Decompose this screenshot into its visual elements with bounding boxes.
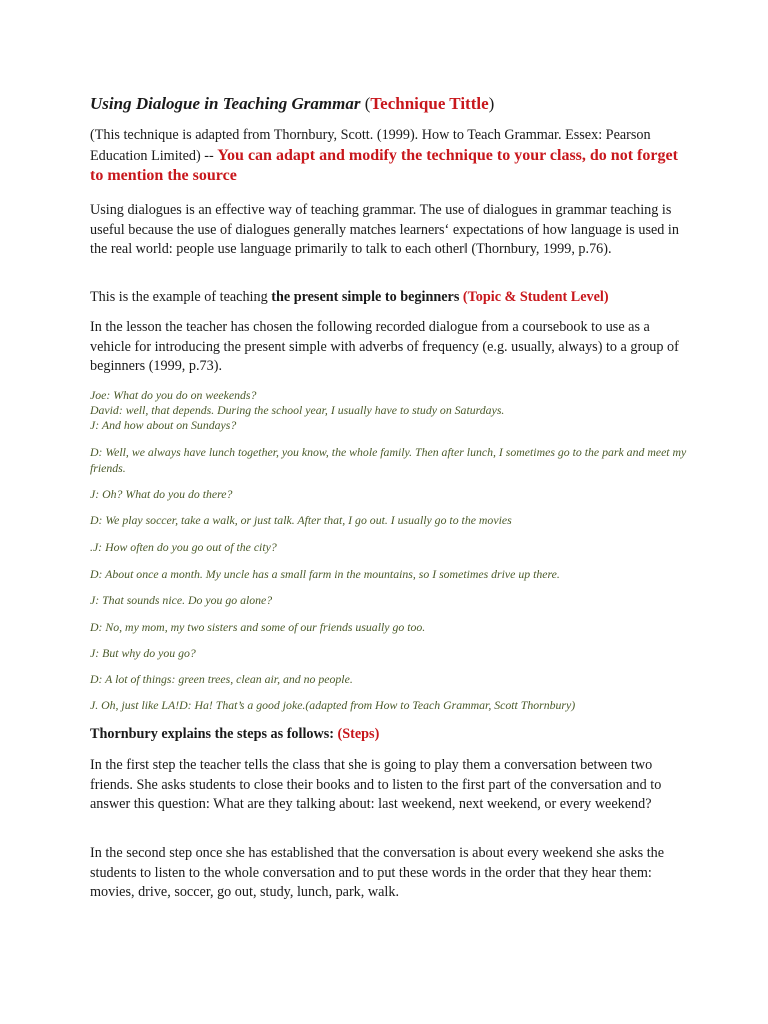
topic-bold: the present simple to beginners: [271, 289, 463, 305]
dialogue-line: .J: How often do you go out of the city?: [90, 540, 277, 554]
title-close-paren: ): [488, 94, 495, 113]
source-citation: (This technique is adapted from Thornbury, Scott. (1999). How to Teach Grammar. Essex: Pearson Education Limited) --: [90, 127, 651, 164]
dialogue-line: D: No, my mom, my two sisters and some of our friends usually go too.: [90, 620, 426, 634]
dialogue-line: D: A lot of things: green trees, clean air, and no people.: [90, 672, 353, 686]
adapt-note: You can adapt and modify the technique to your class, do not forget to mention the source: [90, 146, 678, 184]
dialogue-line: J. Oh, just like LA!D: Ha! That’s a good joke.(adapted from How to Teach Grammar, Scott Thornbury): [90, 698, 576, 712]
steps-heading-text: Thornbury explains the steps as follows:: [90, 726, 338, 742]
title-open-paren: (: [360, 94, 371, 113]
title-text: Using Dialogue in Teaching Grammar: [90, 94, 361, 113]
topic-red-label: (Topic & Student Level): [462, 289, 609, 305]
dialogue-line: D: Well, we always have lunch together, you know, the whole family. Then after lunch, I sometimes go to the park and meet my friends.: [90, 445, 687, 475]
dialogue-line: D: About once a month. My uncle has a small farm in the mountains, so I sometimes drive up there.: [90, 567, 560, 581]
dialogue-line: J: That sounds nice. Do you go alone?: [90, 593, 273, 607]
lesson-paragraph: In the lesson the teacher has chosen the following recorded dialogue from a coursebook to use as a vehicle for introducing the present simple with adverbs of frequency (e.g. usually, always) to a group of beginners (1999, p.73).: [90, 319, 679, 374]
dialogue-line: Joe: What do you do on weekends?: [90, 388, 257, 402]
source-paragraph: [90, 126, 690, 187]
step-one-paragraph: In the first step the teacher tells the class that she is going to play them a conversation between two friends. She asks students to close their books and to listen to the first part of the conversation and to answer this question: What are they talking about: last weekend, next weekend, or every weekend?: [90, 757, 662, 812]
dialogue-line: J: Oh? What do you do there?: [90, 487, 233, 501]
steps-heading: [90, 725, 690, 745]
topic-paragraph: [90, 288, 690, 308]
dialogue-line: D: We play soccer, take a walk, or just talk. After that, I go out. I usually go to the movies: [90, 513, 512, 527]
dialogue-line: J: And how about on Sundays?: [90, 418, 237, 432]
dialogue-line: J: But why do you go?: [90, 646, 196, 660]
step-two-paragraph: In the second step once she has established that the conversation is about every weekend she asks the students to listen to the whole conversation and to put these words in the order that they hear them: movies, drive, soccer, go out, study, lunch, park, walk.: [90, 845, 665, 900]
document-title: [90, 92, 690, 116]
dialogue-line: David: well, that depends. During the school year, I usually have to study on Saturdays.: [90, 403, 505, 417]
intro-paragraph: Using dialogues is an effective way of teaching grammar. The use of dialogues in grammar teaching is useful because the use of dialogues generally matches learners‘ expectations of how language is used in the real world: people use language primarily to talk to each other‖ (Thornbury, 1999, p.76).: [90, 202, 679, 257]
topic-lead: This is the example of teaching: [90, 289, 272, 305]
title-red-label: Technique Tittle: [370, 94, 489, 113]
steps-red-label: (Steps): [337, 726, 380, 742]
